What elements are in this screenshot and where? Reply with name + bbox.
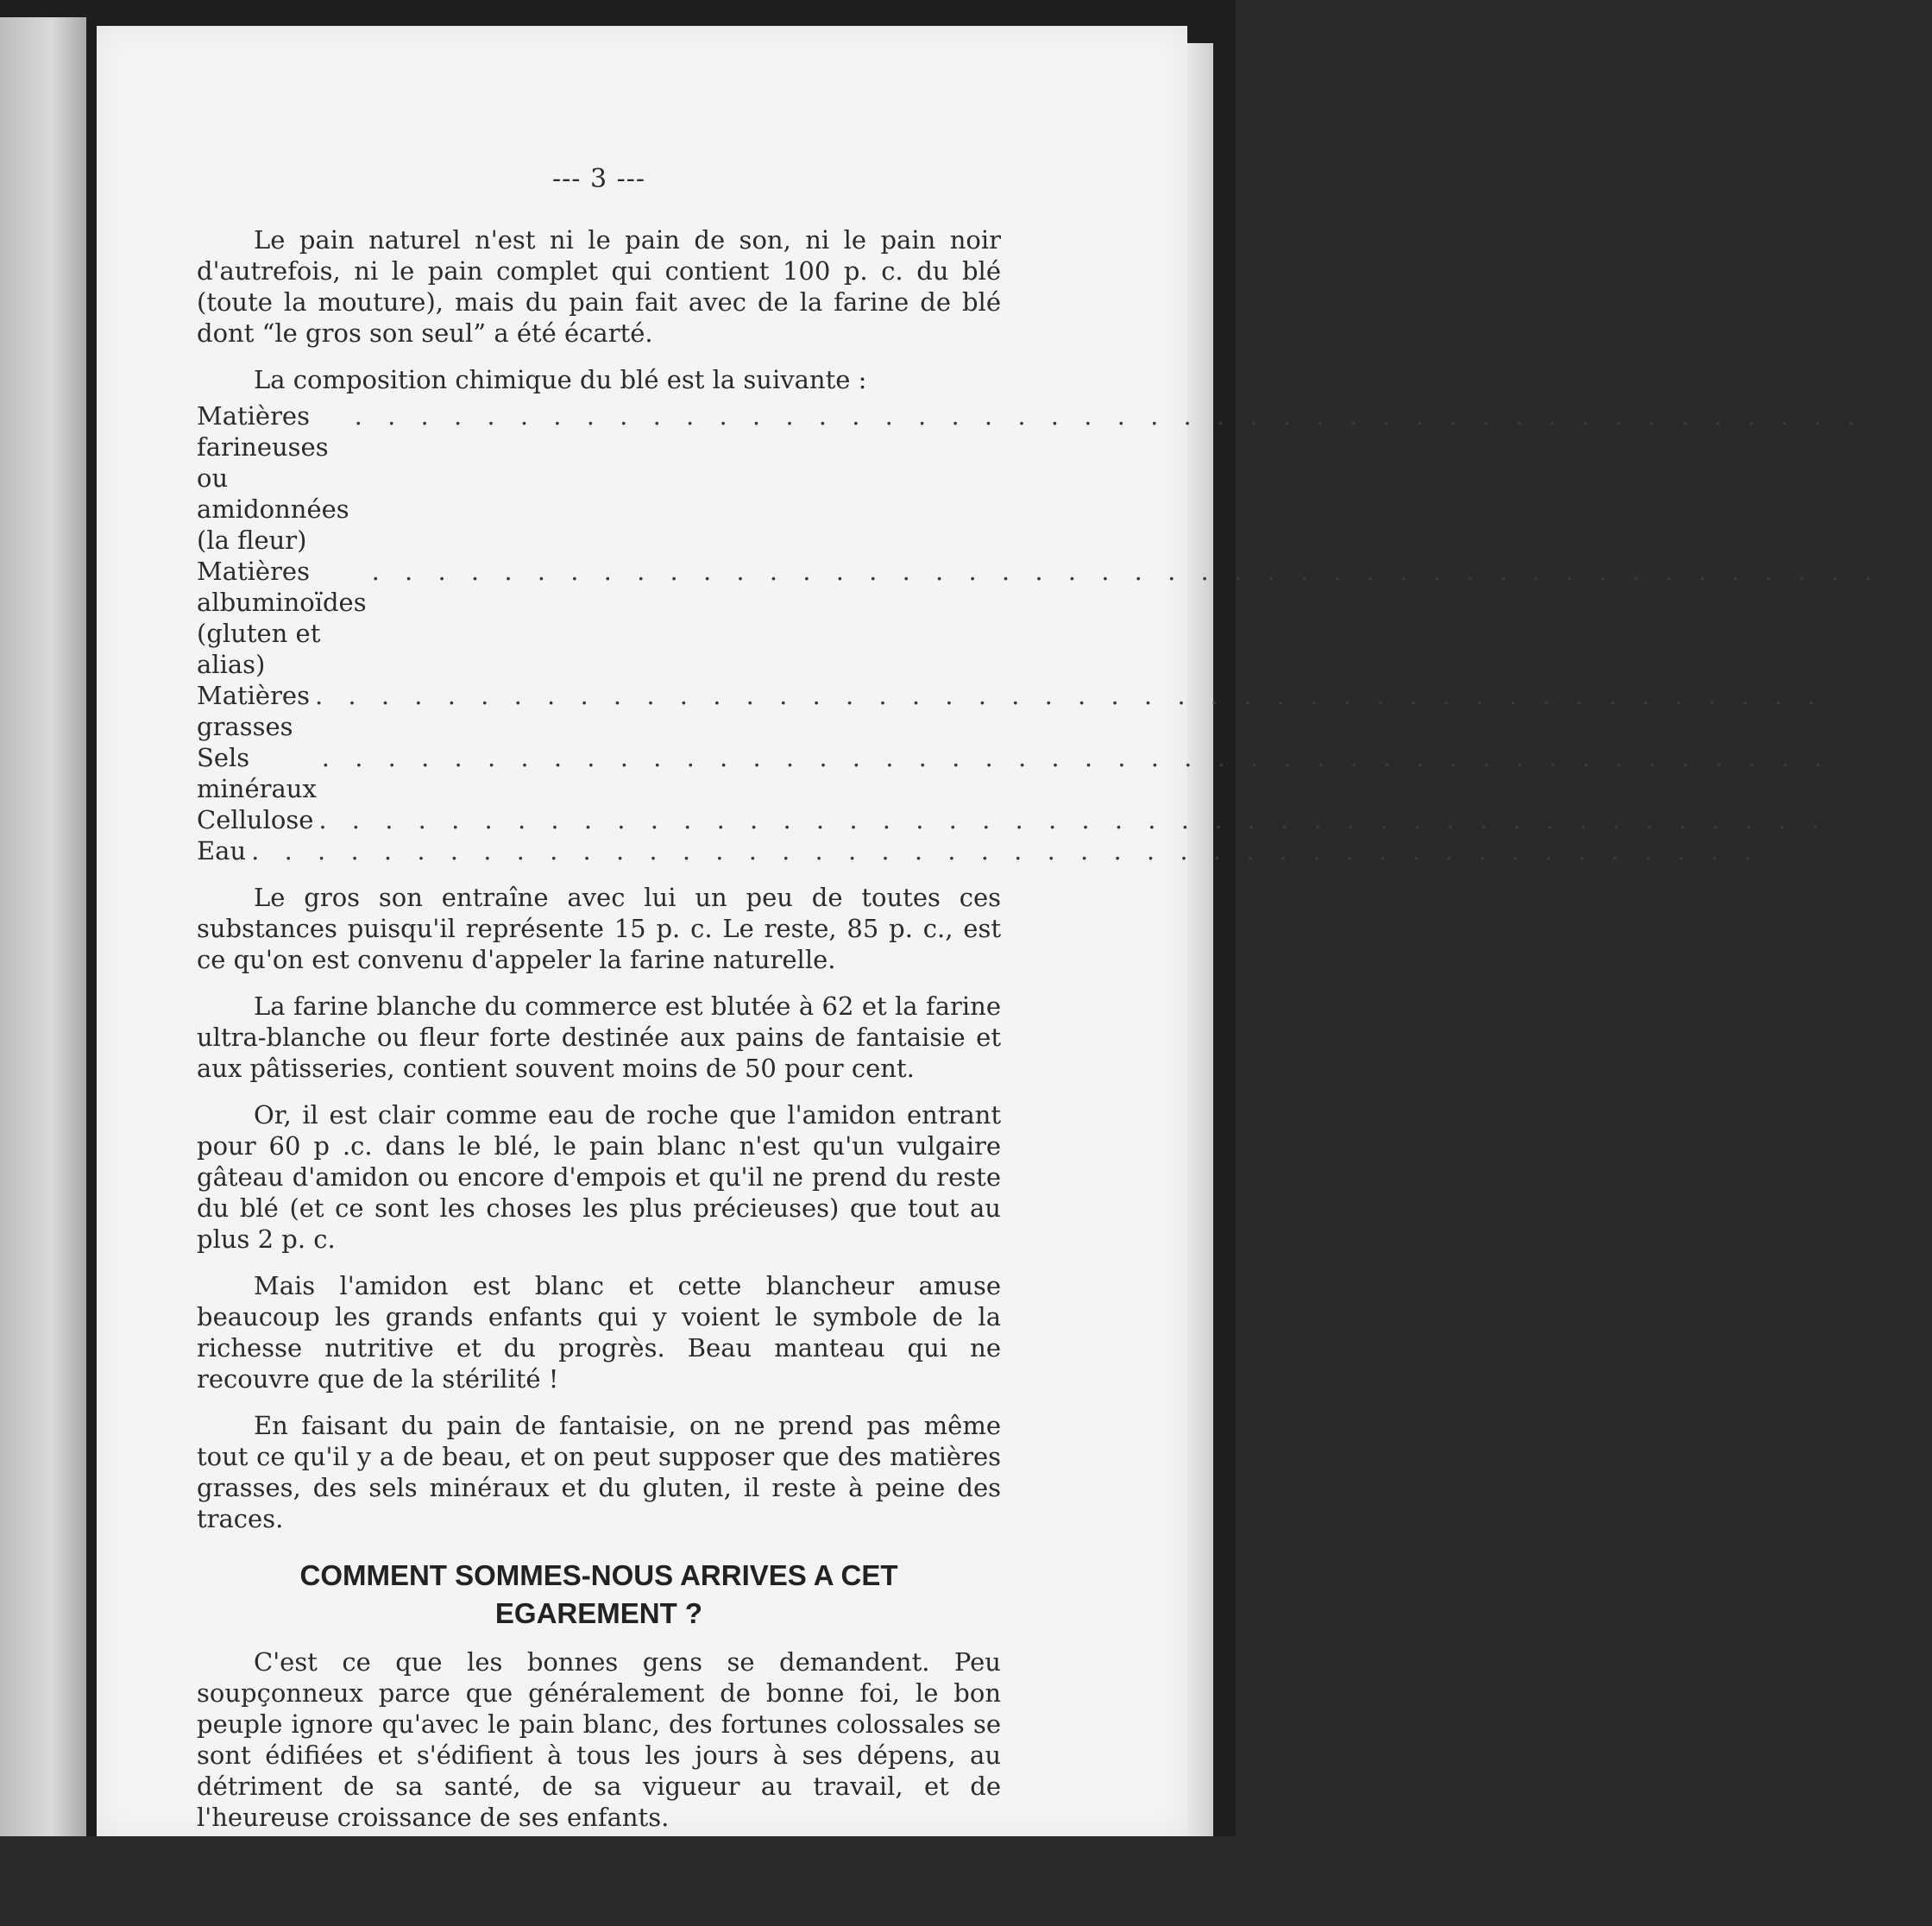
dot-leader: . . . . . . . . . . . . . . . . . . . . . . . . . . . . . . . . . . . . . . . . . . . . . .: [321, 743, 1831, 772]
composition-row: [197, 556, 1932, 680]
paragraph: Le pain naturel n'est ni le pain de son, ni le pain noir d'autrefois, ni le pain complet qui contient 100 p. c. du blé (toute la mouture), mais du pain fait avec de la farine de blé dont “le gros son seul” a été écarté.: [197, 225, 1001, 348]
composition-value: 2: [1866, 743, 1883, 772]
heading-line: COMMENT SOMMES-NOUS ARRIVES A CET: [299, 1559, 898, 1591]
composition-label: Matières farineuses ou amidonnées (la fleur): [197, 401, 349, 555]
composition-row: [197, 835, 1813, 866]
composition-row: [197, 680, 1876, 742]
paragraph: Le gros son entraîne avec lui un peu de toutes ces substances puisqu'il représente 15 p. c. Le reste, 85 p. c., est ce qu'on est convenu d'appeler la farine naturelle.: [197, 883, 1001, 974]
composition-value: 60: [1883, 401, 1916, 431]
paragraph: La farine blanche du commerce est blutée à 62 et la farine ultra-blanche ou fleur forte destinée aux pains de fantaisie et aux pâtisseries, contient souvent moins de 50 pour cent.: [197, 991, 1001, 1083]
paragraph: En faisant du pain de fantaisie, on ne prend pas même tout ce qu'il y a de beau, et on peut supposer que des matières grasses, des sels minéraux et du gluten, il reste à peine des traces.: [197, 1411, 1001, 1533]
left-page-edge: [0, 17, 86, 1836]
composition-row: [197, 400, 1916, 556]
composition-row: [197, 742, 1883, 804]
dot-leader: . . . . . . . . . . . . . . . . . . . . . . . . . . . . . . . . . . . . . . . . . . . . . .: [371, 557, 1881, 586]
paragraph: Voyons un peu ce qui pousse le gros meunier à cultiver en serre chaude le préjugé du beau pain blanc.: [197, 1849, 1001, 1910]
dot-leader: . . . . . . . . . . . . . . . . . . . . . . . . . . . . . . . . . . . . . . . . . . . . . .: [251, 836, 1761, 865]
section-heading: [197, 1557, 1001, 1633]
composition-list: [197, 400, 1932, 866]
composition-intro: La composition chimique du blé est la suivante :: [254, 365, 867, 394]
composition-label: Matières grasses: [197, 681, 310, 741]
composition-label: Matières albuminoïdes (gluten et alias): [197, 557, 367, 679]
composition-label: Eau: [197, 836, 247, 865]
composition-row: [197, 804, 1880, 835]
composition-value: 2: [1863, 805, 1880, 834]
page-text: [197, 164, 1932, 1926]
composition-label: Cellulose: [197, 805, 314, 834]
right-page-edge: [1187, 43, 1213, 1836]
composition-label: Sels minéraux: [197, 743, 317, 803]
dot-leader: . . . . . . . . . . . . . . . . . . . . . . . . . . . . . . . . . . . . . . . . . . . . . .: [318, 805, 1828, 834]
heading-line: EGAREMENT ?: [494, 1597, 703, 1629]
paragraph: Mais l'amidon est blanc et cette blancheur amuse beaucoup les grands enfants qui y voient le symbole de la richesse nutritive et du progrès. Beau manteau qui ne recouvre que de la stérilité !: [197, 1271, 1001, 1394]
paragraph: Or, il est clair comme eau de roche que l'amidon entrant pour 60 p .c. dans le blé, le pain blanc n'est qu'un vulgaire gâteau d'amidon ou encore d'empois et qu'il ne prend du reste du blé (et ce sont les choses les plus précieuses) que tout au plus 2 p. c.: [197, 1100, 1001, 1254]
dot-leader: . . . . . . . . . . . . . . . . . . . . . . . . . . . . . . . . . . . . . . . . . . . . . .: [354, 401, 1864, 431]
page-number: --- 3 ---: [552, 164, 645, 194]
dot-leader: . . . . . . . . . . . . . . . . . . . . . . . . . . . . . . . . . . . . . . . . . . . . . .: [314, 681, 1824, 710]
composition-value: 18: [1780, 836, 1813, 865]
paragraph: C'est ce que les bonnes gens se demandent. Peu soupçonneux parce que généralement de bonne foi, le bon peuple ignore qu'avec le pain blanc, des fortunes colossales se sont édifiées et s'édifient à tous les jours à ses dépens, au détriment de sa santé, de sa vigueur au travail, et de l'heureuse croissance de ses enfants.: [197, 1647, 1001, 1832]
composition-value: 16: [1900, 557, 1932, 586]
composition-value: 2: [1860, 681, 1876, 710]
